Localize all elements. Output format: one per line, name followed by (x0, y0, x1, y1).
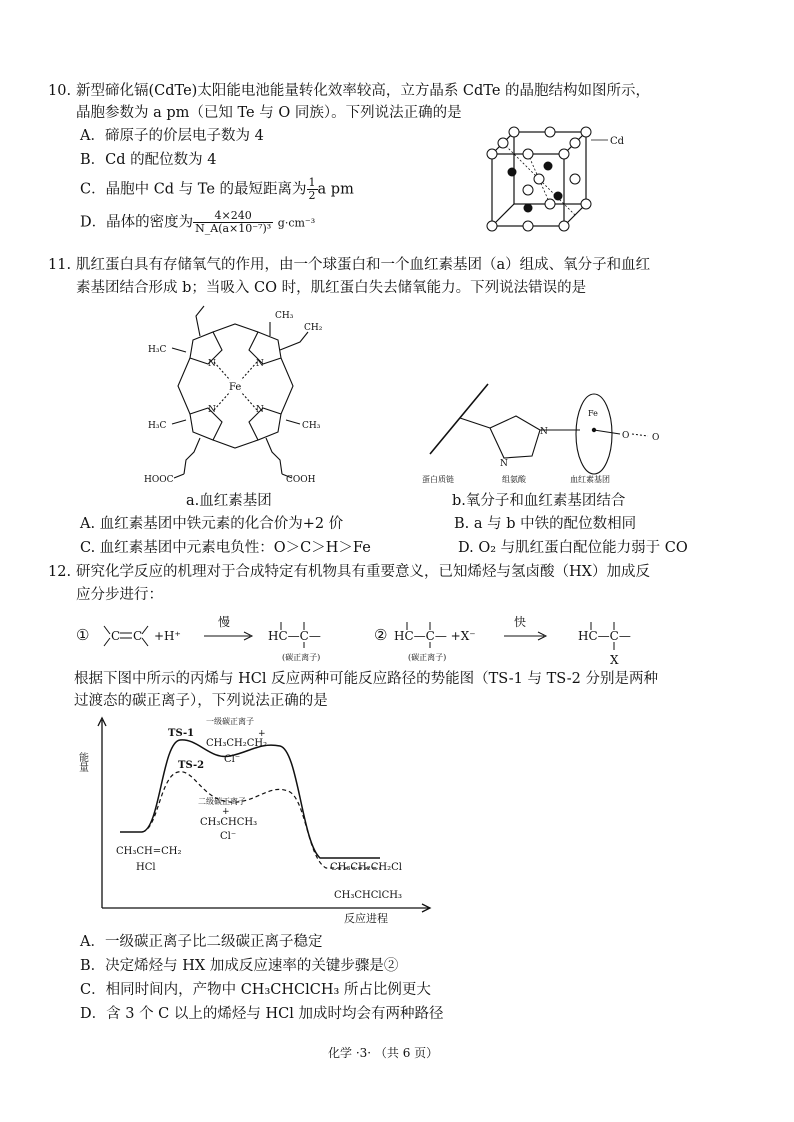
svg-text:CH₃: CH₃ (302, 421, 321, 431)
q12-number: 12. (48, 564, 72, 580)
caption-b: b.氧分子和血红素基团结合 (452, 493, 626, 509)
svg-text:COOH: COOH (286, 475, 316, 485)
svg-text:CH₂: CH₂ (304, 323, 323, 333)
svg-text:HOOC: HOOC (144, 475, 174, 485)
svg-text:N: N (208, 359, 216, 369)
cd-atom (545, 127, 555, 137)
svg-text:Cl⁻: Cl⁻ (220, 831, 237, 842)
cd-atom (545, 199, 555, 209)
svg-text:CH₃: CH₃ (275, 311, 294, 321)
product-1-chloropropane: CH₃CH₂CH₂Cl (330, 862, 402, 873)
svg-text:N: N (500, 459, 508, 469)
svg-text:(碳正离子): (碳正离子) (408, 653, 447, 662)
cd-atom (559, 221, 569, 231)
svg-text:慢: 慢 (218, 615, 231, 629)
q10-stem-line2: 晶胞参数为 a pm（已知 Te 与 O 同族）。下列说法正确的是 (76, 105, 462, 121)
cd-atom (534, 174, 544, 184)
q10-option-a: A．碲原子的价层电子数为 4 (80, 128, 264, 144)
page-footer: 化学 ·3· （共 6 页） (328, 1046, 439, 1060)
q12-paragraph-line2: 过渡态的碳正离子），下列说法正确的是 (74, 693, 328, 709)
histidine-label: 组氨酸 (502, 475, 526, 484)
q11-option-b: B. a 与 b 中铁的配位数相同 (454, 516, 637, 532)
cd-atom (581, 127, 591, 137)
te-atom (524, 204, 533, 213)
q10-option-d-suffix: g·cm⁻³ (277, 216, 316, 230)
reactant-propene: CH₃CH=CH₂ (116, 846, 182, 857)
q10-option-d (80, 210, 315, 235)
cdte-unit-cell-figure (484, 124, 634, 236)
svg-text:Fe: Fe (229, 382, 242, 393)
cd-atom (498, 138, 508, 148)
cd-atom (509, 127, 519, 137)
q10-option-c (80, 177, 354, 202)
q11-option-d: D. O₂ 与肌红蛋白配位能力弱于 CO (458, 540, 688, 556)
cd-atom (523, 149, 533, 159)
q10-option-b: B．Cd 的配位数为 4 (80, 152, 217, 168)
q10-option-d-prefix: D．晶体的密度为 (80, 214, 194, 231)
q10-option-c-fraction: $\frac{1}{2}$ (308, 176, 316, 202)
svg-text:快: 快 (514, 615, 527, 629)
q12-option-d: D．含 3 个 C 以上的烯烃与 HCl 加成时均会有两种路径 (80, 1006, 444, 1022)
cd-atom (570, 138, 580, 148)
svg-text:O: O (622, 431, 630, 441)
svg-text:Cl⁻: Cl⁻ (224, 754, 241, 765)
product-2-chloropropane: CH₃CHClCH₃ (334, 890, 402, 901)
cd-atom (523, 221, 533, 231)
q12-option-a: A．一级碳正离子比二级碳正离子稳定 (80, 934, 323, 950)
svg-text:Fe: Fe (588, 409, 598, 418)
svg-text:C: C (133, 629, 143, 643)
svg-text:+H⁺: +H⁺ (154, 629, 181, 643)
svg-text:①: ① (76, 626, 90, 644)
svg-text:②: ② (374, 626, 388, 644)
q12-option-b: B．决定烯烃与 HX 加成反应速率的关键步骤是② (80, 958, 399, 974)
svg-text:O: O (652, 433, 660, 443)
cd-atom (523, 185, 533, 195)
svg-text:CH₃CH₂CH₂: CH₃CH₂CH₂ (206, 738, 268, 749)
te-atom (508, 168, 517, 177)
te-atom (554, 192, 563, 201)
cd-atom (559, 149, 569, 159)
svg-text:N: N (256, 405, 264, 415)
heme-structure-figure (138, 302, 338, 490)
secondary-carbocation-label: 二级碳正离子 (198, 797, 246, 806)
protein-chain-label: 蛋白质链 (422, 475, 454, 484)
cd-atom (487, 149, 497, 159)
q11-number: 11. (48, 257, 72, 273)
svg-text:X: X (610, 653, 619, 667)
heme-group-label: 血红素基团 (570, 475, 610, 484)
svg-text:HC—C— +X⁻: HC—C— +X⁻ (394, 629, 476, 643)
q12-option-c: C．相同时间内，产物中 CH₃CHClCH₃ 所占比例更大 (80, 982, 431, 998)
q10-stem-line1: 新型碲化镉(CdTe)太阳能电池能量转化效率较高，立方晶系 CdTe 的晶胞结构如图所示， (76, 83, 651, 99)
svg-text:N: N (208, 405, 216, 415)
svg-text:HC—C—: HC—C— (578, 629, 631, 643)
svg-text:CH₃CHCH₃: CH₃CHCH₃ (200, 817, 258, 828)
te-atom (544, 162, 553, 171)
svg-text:+: + (258, 729, 266, 739)
q12-paragraph-line1: 根据下图中所示的丙烯与 HCl 反应两种可能反应路径的势能图（TS-1 与 TS-2 分别是两种 (74, 671, 658, 687)
q11-option-c: C. 血红素基团中元素电负性：O＞C＞H＞Fe (80, 540, 371, 556)
x-axis-label: 反应进程 (344, 912, 388, 925)
q10-option-d-fraction: $\frac{4\times 240}{\text{N\_A(a×10⁻⁷)³}}$ (195, 209, 272, 235)
ts2-label: TS-2 (178, 760, 205, 771)
q12-stem-line2: 应分步进行： (76, 587, 163, 603)
svg-text:C: C (111, 629, 121, 643)
primary-carbocation-label: 一级碳正离子 (206, 717, 254, 726)
ts1-label: TS-1 (168, 728, 195, 739)
svg-text:(碳正离子): (碳正离子) (282, 653, 321, 662)
reaction-steps-figure (74, 608, 674, 670)
svg-text:N: N (540, 427, 548, 437)
q10-option-c-prefix: C．晶胞中 Cd 与 Te 的最短距离为 (80, 181, 307, 198)
cd-atom (487, 221, 497, 231)
svg-text:H₃C: H₃C (148, 421, 167, 431)
svg-text:H₃C: H₃C (148, 345, 167, 355)
svg-text:HC—C—: HC—C— (268, 629, 321, 643)
caption-a: a.血红素基团 (186, 493, 272, 509)
cd-atom (581, 199, 591, 209)
y-axis-label: 能量 (76, 752, 88, 772)
q12-stem-line1: 研究化学反应的机理对于合成特定有机物具有重要意义，已知烯烃与氢卤酸（HX）加成反 (76, 564, 650, 580)
q11-stem-line1: 肌红蛋白具有存储氧气的作用，由一个球蛋白和一个血红素基团（a）组成、氧分子和血红 (76, 257, 651, 273)
svg-text:N: N (256, 359, 264, 369)
q11-stem-line2: 素基团结合形成 b；当吸入 CO 时，肌红蛋白失去储氧能力。下列说法错误的是 (76, 280, 587, 296)
q11-option-a: A. 血红素基团中铁元素的化合价为+2 价 (80, 516, 344, 532)
q10-option-c-suffix: a pm (317, 181, 354, 198)
cd-label: Cd (610, 136, 625, 147)
energy-diagram (76, 712, 440, 932)
oxygen-heme-binding-figure (420, 376, 680, 488)
reactant-hcl: HCl (136, 862, 156, 873)
cd-atom (570, 174, 580, 184)
svg-text:+: + (222, 807, 230, 817)
q10-number: 10. (48, 83, 72, 99)
